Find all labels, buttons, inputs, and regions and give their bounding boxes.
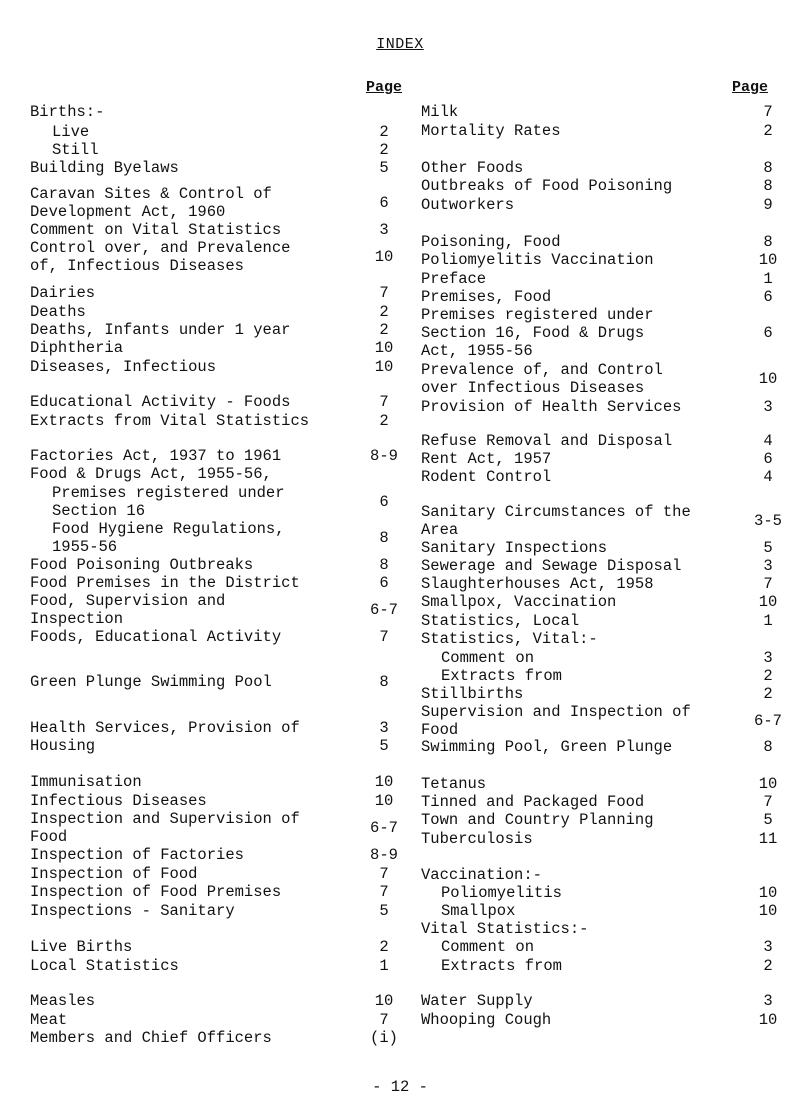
- entry-text: Members and Chief Officers: [30, 1029, 272, 1047]
- entry-page-number: 6: [763, 324, 773, 342]
- entry-text: Rent Act, 1957: [421, 450, 552, 468]
- entry-page-number: 10: [374, 773, 394, 791]
- entry-text: Food & Drugs Act, 1955-56,: [30, 465, 272, 483]
- entry-text: Local Statistics: [30, 957, 179, 975]
- entry-text: Food Premises in the District: [30, 574, 300, 592]
- entry-text: Slaughterhouses Act, 1958: [421, 575, 654, 593]
- entry-page-number: 6: [379, 493, 389, 511]
- entry-page-number: 7: [379, 628, 389, 646]
- entry-page-number: 3: [763, 938, 773, 956]
- entry-text: Vital Statistics:-: [421, 920, 589, 938]
- entry-page-number: 10: [374, 339, 394, 357]
- entry-text: Infectious Diseases: [30, 792, 207, 810]
- entry-text: Inspection of Factories: [30, 846, 244, 864]
- entry-page-number: 10: [758, 775, 778, 793]
- entry-page-number: 3: [379, 221, 389, 239]
- entry-text: Swimming Pool, Green Plunge: [421, 738, 673, 756]
- entry-text: Deaths, Infants under 1 year: [30, 321, 291, 339]
- entry-text: Foods, Educational Activity: [30, 628, 282, 646]
- entry-page-number: 8-9: [370, 447, 398, 465]
- entry-text: Tetanus: [421, 775, 487, 793]
- entry-page-number: 8: [379, 673, 389, 691]
- entry-page-number: 3: [763, 557, 773, 575]
- entry-text: Poliomyelitis Vaccination: [421, 251, 654, 269]
- entry-text: Health Services, Provision of: [30, 719, 300, 737]
- entry-page-number: 1: [763, 612, 773, 630]
- entry-text: Educational Activity - Foods: [30, 393, 291, 411]
- entry-text: Comment on: [441, 649, 535, 667]
- entry-text: Section 16: [52, 502, 146, 520]
- entry-page-number: 10: [374, 792, 394, 810]
- entry-page-number: 8: [763, 233, 773, 251]
- entry-text: Diphtheria: [30, 339, 124, 357]
- entry-page-number: 2: [379, 141, 389, 159]
- entry-text: Stillbirths: [421, 685, 524, 703]
- entry-page-number: 2: [379, 321, 389, 339]
- entry-text: Other Foods: [421, 159, 524, 177]
- entry-page-number: 2: [379, 412, 389, 430]
- entry-text: Development Act, 1960: [30, 203, 226, 221]
- entry-text: Outworkers: [421, 196, 515, 214]
- entry-page-number: 3: [763, 992, 773, 1010]
- entry-page-number: 10: [758, 1011, 778, 1029]
- entry-text: Control over, and Prevalence: [30, 239, 291, 257]
- entry-text: Dairies: [30, 284, 96, 302]
- entry-text: Food, Supervision and: [30, 592, 226, 610]
- entry-page-number: 5: [379, 737, 389, 755]
- entry-text: Town and Country Planning: [421, 811, 654, 829]
- entry-page-number: 3: [763, 649, 773, 667]
- entry-page-number: 5: [763, 539, 773, 557]
- entry-text: Meat: [30, 1011, 68, 1029]
- entry-page-number: 6: [763, 288, 773, 306]
- entry-text: Factories Act, 1937 to 1961: [30, 447, 282, 465]
- entry-text: Provision of Health Services: [421, 398, 682, 416]
- entry-page-number: (i): [370, 1029, 398, 1047]
- entry-text: Supervision and Inspection of: [421, 703, 691, 721]
- entry-page-number: 2: [379, 303, 389, 321]
- entry-page-number: 10: [374, 992, 394, 1010]
- page-title: INDEX: [376, 36, 424, 53]
- entry-page-number: 2: [763, 957, 773, 975]
- entry-text: Act, 1955-56: [421, 342, 533, 360]
- entry-text: Vaccination:-: [421, 866, 542, 884]
- entry-page-number: 8: [763, 177, 773, 195]
- entry-page-number: 6-7: [370, 819, 398, 837]
- entry-text: Statistics, Vital:-: [421, 630, 598, 648]
- entry-text: Area: [421, 521, 459, 539]
- entry-page-number: 7: [379, 284, 389, 302]
- entry-page-number: 7: [763, 793, 773, 811]
- entry-text: Rodent Control: [421, 468, 552, 486]
- entry-page-number: 6: [763, 450, 773, 468]
- entry-text: Food: [421, 721, 459, 739]
- entry-page-number: 8: [379, 556, 389, 574]
- entry-text: Food Hygiene Regulations,: [52, 520, 285, 538]
- entry-page-number: 2: [379, 938, 389, 956]
- entry-text: Live Births: [30, 938, 133, 956]
- entry-page-number: 3: [379, 719, 389, 737]
- entry-text: Poliomyelitis: [441, 884, 562, 902]
- entry-text: Outbreaks of Food Poisoning: [421, 177, 673, 195]
- entry-text: Whooping Cough: [421, 1011, 552, 1029]
- entry-page-number: 10: [758, 884, 778, 902]
- page-header-left: Page: [366, 79, 403, 96]
- entry-page-number: 7: [763, 575, 773, 593]
- entry-text: Premises registered under: [421, 306, 654, 324]
- entry-text: Inspection of Food Premises: [30, 883, 282, 901]
- entry-page-number: 1: [763, 270, 773, 288]
- entry-text: Housing: [30, 737, 96, 755]
- entry-text: Mortality Rates: [421, 122, 561, 140]
- entry-text: Smallpox, Vaccination: [421, 593, 617, 611]
- entry-text: Extracts from: [441, 957, 562, 975]
- entry-text: Deaths: [30, 303, 86, 321]
- entry-page-number: 2: [379, 123, 389, 141]
- entry-text: Premises, Food: [421, 288, 552, 306]
- entry-page-number: 3-5: [754, 512, 782, 530]
- entry-text: Building Byelaws: [30, 159, 179, 177]
- entry-page-number: 2: [763, 685, 773, 703]
- entry-page-number: 8: [379, 529, 389, 547]
- entry-text: Births:-: [30, 103, 105, 121]
- page-number: - 12 -: [372, 1078, 428, 1096]
- entry-page-number: 8: [763, 159, 773, 177]
- entry-page-number: 6-7: [370, 601, 398, 619]
- entry-page-number: 9: [763, 196, 773, 214]
- entry-page-number: 2: [763, 122, 773, 140]
- entry-text: Extracts from: [441, 667, 562, 685]
- entry-text: Refuse Removal and Disposal: [421, 432, 673, 450]
- entry-text: Comment on Vital Statistics: [30, 221, 282, 239]
- entry-text: Measles: [30, 992, 96, 1010]
- entry-text: Still: [52, 141, 99, 159]
- entry-text: Section 16, Food & Drugs: [421, 324, 645, 342]
- entry-text: Prevalence of, and Control: [421, 361, 663, 379]
- entry-page-number: 10: [758, 251, 778, 269]
- entry-text: Sanitary Inspections: [421, 539, 608, 557]
- entry-page-number: 2: [763, 667, 773, 685]
- entry-page-number: 10: [758, 902, 778, 920]
- entry-page-number: 3: [763, 398, 773, 416]
- entry-page-number: 10: [374, 358, 394, 376]
- entry-text: Premises registered under: [52, 484, 285, 502]
- entry-text: Comment on: [441, 938, 535, 956]
- entry-page-number: 5: [763, 811, 773, 829]
- entry-page-number: 7: [763, 103, 773, 121]
- entry-text: over Infectious Diseases: [421, 379, 645, 397]
- entry-page-number: 7: [379, 883, 389, 901]
- entry-text: Green Plunge Swimming Pool: [30, 673, 272, 691]
- entry-text: Extracts from Vital Statistics: [30, 412, 310, 430]
- entry-text: Sanitary Circumstances of the: [421, 503, 691, 521]
- entry-text: Food: [30, 828, 68, 846]
- entry-text: Tuberculosis: [421, 830, 533, 848]
- entry-text: Water Supply: [421, 992, 533, 1010]
- entry-page-number: 7: [379, 1011, 389, 1029]
- entry-page-number: 8: [763, 738, 773, 756]
- page-header-right: Page: [732, 79, 769, 96]
- entry-text: Inspection of Food: [30, 865, 198, 883]
- entry-page-number: 6: [379, 574, 389, 592]
- entry-text: Poisoning, Food: [421, 233, 561, 251]
- entry-text: Immunisation: [30, 773, 142, 791]
- entry-page-number: 4: [763, 468, 773, 486]
- entry-page-number: 6-7: [754, 712, 782, 730]
- entry-page-number: 5: [379, 159, 389, 177]
- entry-text: Milk: [421, 103, 459, 121]
- entry-text: Inspections - Sanitary: [30, 902, 235, 920]
- entry-text: of, Infectious Diseases: [30, 257, 244, 275]
- entry-page-number: 10: [758, 593, 778, 611]
- entry-text: Tinned and Packaged Food: [421, 793, 645, 811]
- entry-page-number: 4: [763, 432, 773, 450]
- entry-page-number: 8-9: [370, 846, 398, 864]
- entry-page-number: 6: [379, 194, 389, 212]
- entry-text: Inspection and Supervision of: [30, 810, 300, 828]
- entry-text: Preface: [421, 270, 487, 288]
- entry-text: Caravan Sites & Control of: [30, 185, 272, 203]
- entry-text: Live: [52, 123, 90, 141]
- entry-text: 1955-56: [52, 538, 118, 556]
- entry-text: Statistics, Local: [421, 612, 580, 630]
- entry-text: Sewerage and Sewage Disposal: [421, 557, 682, 575]
- entry-text: Food Poisoning Outbreaks: [30, 556, 254, 574]
- entry-page-number: 7: [379, 865, 389, 883]
- entry-page-number: 5: [379, 902, 389, 920]
- entry-text: Smallpox: [441, 902, 516, 920]
- entry-page-number: 10: [758, 370, 778, 388]
- entry-page-number: 10: [374, 248, 394, 266]
- entry-page-number: 7: [379, 393, 389, 411]
- entry-text: Diseases, Infectious: [30, 358, 217, 376]
- entry-text: Inspection: [30, 610, 124, 628]
- entry-page-number: 1: [379, 957, 389, 975]
- entry-page-number: 11: [758, 830, 778, 848]
